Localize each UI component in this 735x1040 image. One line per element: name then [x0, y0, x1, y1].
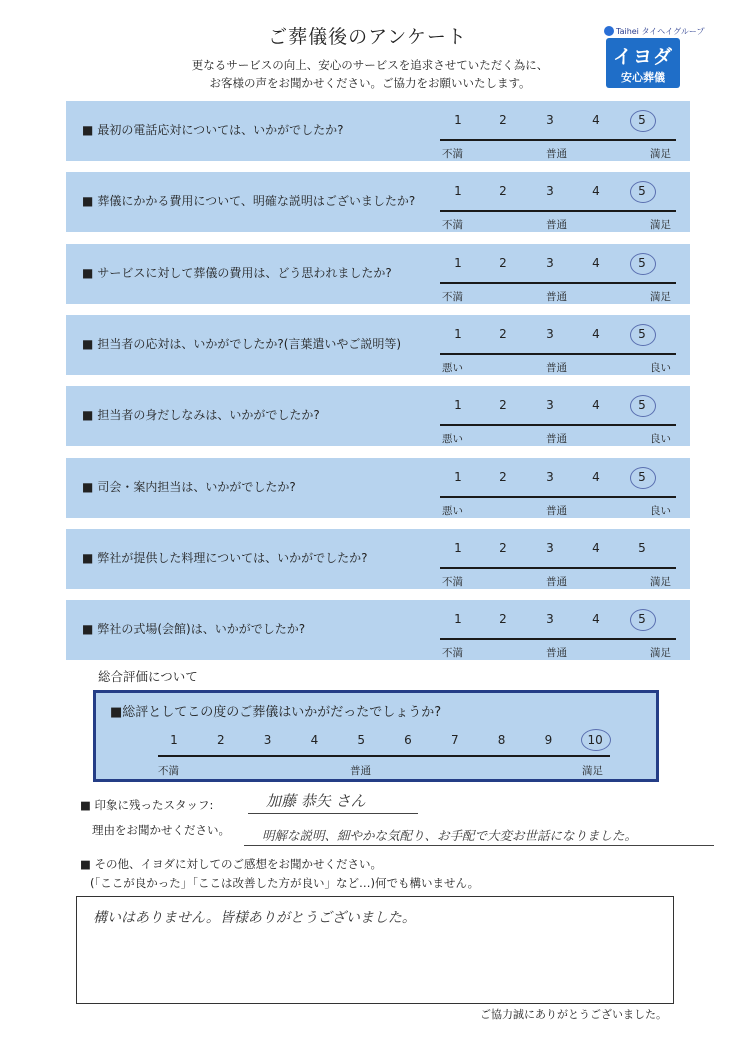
rating-scale-line [440, 567, 676, 569]
rating-option-3[interactable]: 3 [546, 612, 554, 627]
scale-label-high: 良い [650, 504, 671, 517]
taihei-logo-icon [604, 26, 614, 36]
scale-label-mid: 普通 [546, 148, 567, 160]
overall-scale-line [158, 755, 610, 757]
question-row [66, 458, 690, 518]
overall-section-label: 総合評価について [98, 669, 198, 684]
rating-option-2[interactable]: 2 [499, 113, 507, 127]
rating-option-3[interactable]: 3 [546, 184, 554, 199]
scale-label-mid: 普通 [546, 647, 567, 660]
bullet-square-icon: ■ [82, 622, 94, 637]
question-row [66, 529, 690, 589]
logo-group [604, 26, 705, 37]
scale-label-low: 悪い [442, 361, 463, 374]
scale-label-high: 満足 [650, 290, 671, 303]
question-row [66, 244, 690, 304]
scale-label-mid: 普通 [546, 219, 567, 232]
rating-option-3[interactable]: 3 [546, 326, 554, 341]
bullet-square-icon: ■ [82, 336, 94, 351]
iyoda-logo [606, 38, 680, 88]
rating-option-4[interactable]: 4 [592, 326, 600, 341]
scale-label-high: 満足 [650, 647, 671, 660]
rating-scale-line [440, 638, 676, 640]
page-title: ご葬儀後のアンケート [268, 26, 467, 48]
scale-label-mid: 普通 [546, 504, 567, 517]
overall-option-8[interactable]: 8 [497, 733, 506, 747]
rating-option-5[interactable]: 5 [638, 540, 646, 555]
rating-option-2[interactable]: 2 [499, 469, 507, 484]
rating-scale-line [440, 353, 676, 355]
question-label: 担当者の応対は、いかがでしたか?(言葉遣いやご説明等) [97, 336, 402, 351]
rating-option-1[interactable]: 1 [454, 184, 462, 199]
rating-option-4[interactable]: 4 [592, 255, 600, 270]
scale-label-high: 満足 [650, 148, 671, 160]
rating-option-5[interactable]: 5 [638, 326, 646, 341]
overall-option-3[interactable]: 3 [263, 733, 272, 747]
rating-option-1[interactable]: 1 [454, 540, 462, 555]
question-row [66, 600, 690, 660]
scale-label-high: 満足 [650, 219, 671, 232]
bullet-square-icon: ■ [82, 123, 94, 137]
other-hint: (「ここが良かった」「ここは改善した方が良い」など…)何でも構いません。 [90, 876, 480, 890]
scale-label-low: 不満 [442, 148, 463, 160]
question-text [82, 478, 296, 495]
logo-group-text: Taihei タイヘイグループ [616, 27, 705, 36]
scale-label-low: 不満 [442, 290, 463, 303]
question-row [66, 315, 690, 375]
overall-label-low: 不満 [158, 765, 179, 777]
question-label: 司会・案内担当は、いかがでしたか? [97, 479, 296, 494]
rating-scale-line [440, 496, 676, 498]
selected-rating-circle [630, 181, 656, 203]
overall-option-10[interactable]: 10 [587, 733, 603, 747]
rating-option-2[interactable]: 2 [499, 612, 507, 627]
question-text [82, 121, 343, 138]
rating-option-4[interactable]: 4 [592, 540, 600, 555]
question-text [82, 406, 320, 423]
rating-option-5[interactable]: 5 [638, 612, 646, 627]
rating-scale-line [440, 282, 676, 284]
overall-selected-circle [581, 729, 611, 751]
logo-tagline: 安心葬儀 [621, 71, 665, 84]
scale-label-low: 悪い [442, 433, 463, 446]
rating-option-3[interactable]: 3 [546, 113, 554, 127]
logo-name: イヨダ [612, 46, 673, 68]
staff-label: ■ 印象に残ったスタッフ: [80, 798, 214, 812]
bullet-square-icon: ■ [82, 550, 94, 565]
question-label: 担当者の身だしなみは、いかがでしたか? [97, 408, 320, 423]
selected-rating-circle [630, 467, 656, 489]
thanks-text: ご協力誠にありがとうございました。 [480, 1008, 667, 1021]
question-label: 弊社の式場(会館)は、いかがでしたか? [97, 622, 306, 637]
overall-option-6[interactable]: 6 [404, 733, 412, 747]
reason-label: 理由をお聞かせください。 [92, 823, 230, 837]
overall-label-high: 満足 [582, 765, 603, 777]
rating-option-1[interactable]: 1 [454, 612, 462, 627]
overall-rating-box [93, 690, 659, 782]
scale-label-low: 悪い [442, 504, 463, 517]
overall-option-4[interactable]: 4 [310, 733, 319, 747]
question-text [82, 264, 392, 281]
overall-option-2[interactable]: 2 [216, 733, 225, 747]
scale-label-mid: 普通 [546, 361, 567, 374]
rating-option-2[interactable]: 2 [499, 184, 507, 199]
question-label: 最初の電話応対については、いかがでしたか? [97, 123, 344, 137]
overall-label-mid: 普通 [350, 765, 371, 777]
rating-option-5[interactable]: 5 [638, 184, 646, 199]
scale-label-mid: 普通 [546, 290, 567, 303]
rating-option-1[interactable]: 1 [454, 398, 462, 413]
question-row [66, 386, 690, 446]
bullet-square-icon: ■ [82, 479, 94, 494]
scale-label-high: 良い [650, 361, 671, 374]
intro-line-2: お客様の声をお聞かせください。ご協力をお願いいたします。 [209, 76, 531, 90]
question-label: 弊社が提供した料理については、いかがでしたか? [97, 550, 368, 565]
selected-rating-circle [630, 110, 656, 132]
question-row [66, 101, 690, 161]
selected-rating-circle [630, 395, 656, 417]
scale-label-mid: 普通 [546, 575, 567, 588]
rating-option-4[interactable]: 4 [592, 612, 600, 627]
rating-option-1[interactable]: 1 [454, 326, 462, 341]
reason-underline [244, 845, 714, 846]
scale-label-low: 不満 [442, 647, 463, 660]
bullet-square-icon: ■ [82, 265, 94, 280]
rating-option-3[interactable]: 3 [546, 398, 554, 413]
overall-option-9[interactable]: 9 [544, 733, 553, 747]
overall-question: ■総評としてこの度のご葬儀はいかがだったでしょうか? [110, 705, 442, 720]
rating-option-2[interactable]: 2 [499, 540, 507, 555]
rating-option-5[interactable]: 5 [638, 398, 646, 413]
rating-option-3[interactable]: 3 [546, 540, 554, 555]
selected-rating-circle [630, 324, 656, 346]
selected-rating-circle [630, 609, 656, 631]
rating-option-3[interactable]: 3 [546, 255, 554, 270]
rating-scale-line [440, 139, 676, 141]
question-label: サービスに対して葬儀の費用は、どう思われましたか? [97, 265, 392, 280]
reason-text[interactable]: 明解な説明、細やかな気配り、お手配で大変お世話になりました。 [262, 828, 638, 843]
bullet-square-icon: ■ [82, 194, 94, 209]
comment-box[interactable] [76, 896, 674, 1004]
question-text [82, 549, 367, 566]
staff-name[interactable]: 加藤 恭矢 さん [266, 792, 366, 810]
rating-option-2[interactable]: 2 [499, 398, 507, 413]
staff-underline [248, 813, 418, 814]
rating-option-5[interactable]: 5 [638, 255, 646, 270]
rating-option-4[interactable]: 4 [592, 113, 600, 127]
question-text [82, 620, 305, 637]
overall-option-7[interactable]: 7 [450, 733, 459, 747]
other-label: ■ その他、イヨダに対してのご感想をお聞かせください。 [80, 857, 383, 871]
scale-label-mid: 普通 [546, 433, 567, 446]
rating-option-5[interactable]: 5 [638, 113, 646, 127]
rating-option-4[interactable]: 4 [592, 398, 600, 413]
question-row [66, 172, 690, 232]
question-text [82, 192, 415, 209]
rating-scale-line [440, 210, 676, 212]
overall-option-1[interactable]: 1 [170, 733, 178, 747]
bullet-square-icon: ■ [82, 408, 94, 423]
rating-option-3[interactable]: 3 [546, 469, 554, 484]
overall-option-5[interactable]: 5 [357, 733, 365, 747]
rating-option-1[interactable]: 1 [454, 469, 462, 484]
rating-scale-line [440, 424, 676, 426]
rating-option-1[interactable]: 1 [454, 255, 462, 270]
intro-line-1: 更なるサービスの向上、安心のサービスを追求させていただく為に、 [191, 58, 549, 72]
rating-option-2[interactable]: 2 [499, 255, 507, 270]
rating-option-2[interactable]: 2 [499, 326, 507, 341]
scale-label-low: 不満 [442, 219, 463, 232]
scale-label-low: 不満 [442, 575, 463, 588]
scale-label-high: 良い [650, 433, 671, 446]
rating-option-1[interactable]: 1 [454, 113, 462, 127]
question-text [82, 335, 401, 352]
rating-option-4[interactable]: 4 [592, 184, 600, 199]
scale-label-high: 満足 [650, 575, 671, 588]
rating-option-4[interactable]: 4 [592, 469, 600, 484]
comment-text: 構いはありません。皆様ありがとうございました。 [93, 910, 416, 926]
selected-rating-circle [630, 253, 656, 275]
rating-option-5[interactable]: 5 [638, 469, 646, 484]
question-label: 葬儀にかかる費用について、明確な説明はございましたか? [97, 194, 416, 209]
